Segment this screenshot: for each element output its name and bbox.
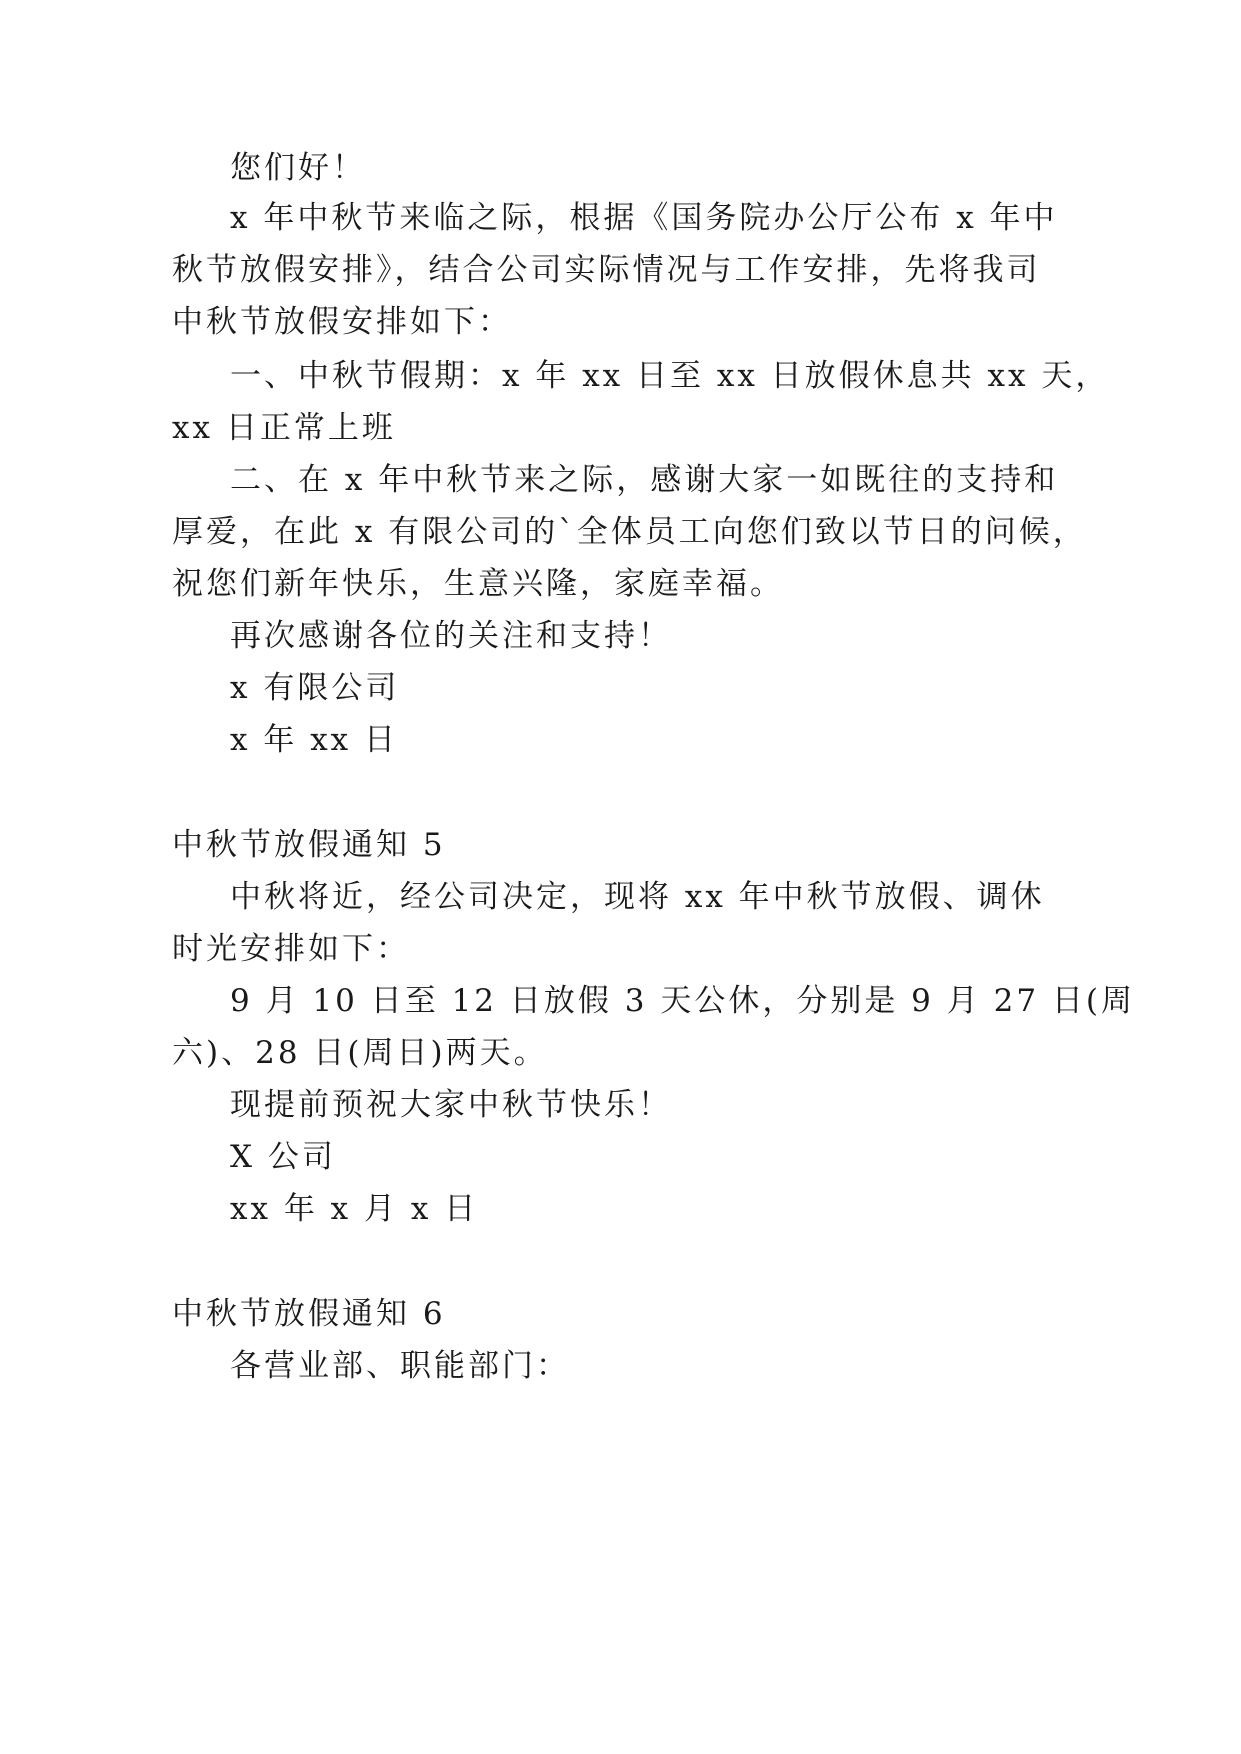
intro-line-3: 中秋节放假安排如下： — [172, 304, 512, 340]
notice5-wishes: 现提前预祝大家中秋节快乐！ — [230, 1087, 672, 1123]
item1-line-2: xx 日正常上班 — [172, 410, 396, 446]
item2-line-3: 祝您们新年快乐，生意兴隆，家庭幸福。 — [172, 566, 784, 602]
notice5-signature-company: X 公司 — [230, 1139, 336, 1175]
item1-line-1: 一、中秋节假期：x 年 xx 日至 xx 日放假休息共 xx 天， — [230, 358, 1110, 394]
item2-line-1: 二、在 x 年中秋节来之际，感谢大家一如既往的支持和 — [230, 462, 1059, 498]
notice6-recipients: 各营业部、职能部门： — [230, 1348, 570, 1384]
section-title-6: 中秋节放假通知 6 — [172, 1296, 446, 1332]
notice5-schedule-line-1: 9 月 10 日至 12 日放假 3 天公休，分别是 9 月 27 日(周 — [230, 983, 1135, 1019]
signature-company: x 有限公司 — [230, 670, 400, 706]
intro-line-1: x 年中秋节来临之际，根据《国务院办公厅公布 x 年中 — [230, 200, 1058, 236]
notice5-intro-line-1: 中秋将近，经公司决定，现将 xx 年中秋节放假、调休 — [230, 879, 1045, 915]
notice5-signature-date: xx 年 x 月 x 日 — [230, 1191, 479, 1227]
notice5-intro-line-2: 时光安排如下： — [172, 931, 410, 967]
greeting-text: 您们好！ — [230, 150, 366, 186]
signature-date: x 年 xx 日 — [230, 722, 399, 758]
intro-line-2: 秋节放假安排》，结合公司实际情况与工作安排，先将我司 — [172, 252, 1041, 288]
section-title-5: 中秋节放假通知 5 — [172, 827, 446, 863]
thanks-text: 再次感谢各位的关注和支持！ — [230, 618, 672, 654]
item2-line-2: 厚爱，在此 x 有限公司的`全体员工向您们致以节日的问候， — [172, 514, 1087, 550]
notice5-schedule-line-2: 六)、28 日(周日)两天。 — [172, 1035, 548, 1071]
